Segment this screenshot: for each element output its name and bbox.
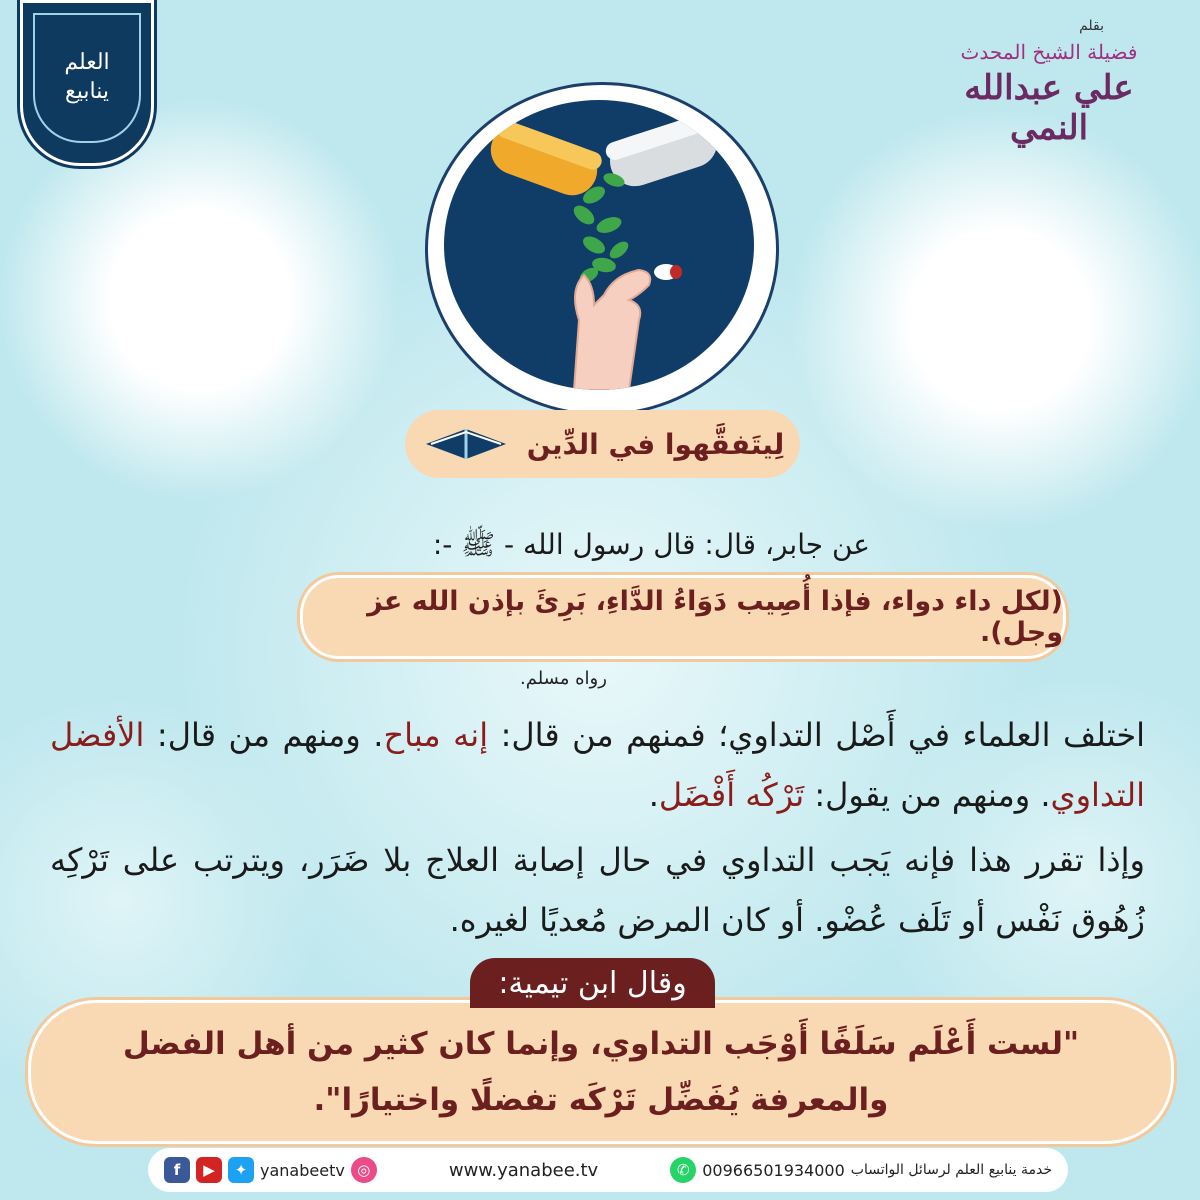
p1-part-g: . xyxy=(648,776,659,814)
twitter-icon[interactable]: ✦ xyxy=(228,1157,254,1183)
website-link[interactable]: www.yanabee.tv xyxy=(448,1159,599,1181)
paragraph-1 xyxy=(50,705,1145,825)
hadith-source: رواه مسلم. xyxy=(520,668,607,689)
logo-text-line2: العلم xyxy=(64,50,110,76)
illustration xyxy=(444,100,754,390)
author-by: بقلم xyxy=(1079,18,1104,34)
service-label: خدمة ينابيع العلم لرسائل الواتساب xyxy=(850,1162,1052,1178)
ibn-taymiyyah-label: وقال ابن تيمية: xyxy=(470,958,715,1008)
p1-opinion-permissible: إنه مباح xyxy=(383,716,489,754)
title-banner xyxy=(405,410,800,478)
hadith-text: (لكل داء دواء، فإذا أُصِيب دَوَاءُ الدَّاءِ، بَرِئَ بإذن الله عز وجل). xyxy=(367,586,1063,648)
youtube-icon[interactable]: ▶ xyxy=(196,1157,222,1183)
p1-part-e: . ومنهم من يقول: xyxy=(804,776,1051,814)
dribbble-icon[interactable]: ◎ xyxy=(351,1157,377,1183)
capsule-orange-icon xyxy=(484,118,604,203)
p1-opinion-better: الأفضل التداوي xyxy=(50,716,1145,814)
book-icon xyxy=(421,424,511,464)
p1-opinion-leave: تَرْكُه أَفْضَل xyxy=(658,776,805,814)
hand-icon xyxy=(574,270,650,390)
author-block xyxy=(924,18,1174,148)
logo-text-line1: ينابيع xyxy=(65,79,109,104)
whatsapp-group xyxy=(670,1157,1052,1183)
social-group xyxy=(164,1157,377,1183)
social-handle[interactable]: yanabeetv xyxy=(260,1160,345,1180)
logo xyxy=(20,0,154,166)
banner-title: لِيتَفقَّهوا في الدِّين xyxy=(526,427,785,461)
p1-part-a: اختلف العلماء في أَصْل التداوي؛ فمنهم من قال: xyxy=(488,716,1146,754)
hadith-intro: عن جابر، قال: قال رسول الله - ﷺ -: xyxy=(432,528,870,561)
footer-bar xyxy=(148,1148,1068,1192)
facebook-icon[interactable]: f xyxy=(164,1157,190,1183)
author-name: علي عبدالله النمي xyxy=(964,68,1134,148)
pill-icon xyxy=(654,264,682,280)
quote-box xyxy=(28,1000,1174,1144)
hadith-box xyxy=(300,575,1066,659)
quote-text: "لست أَعْلَم سَلَفًا أَوْجَب التداوي، وإنما كان كثير من أهل الفضل والمعرفة يُفَضِّل تَرْكَه تفضلًا واختيارًا". xyxy=(122,1026,1080,1118)
paragraph-2: وإذا تقرر هذا فإنه يَجب التداوي في حال إصابة العلاج بلا ضَرَر، ويترتب على تَرْكِه زُهُوق نَفْس أو تَلَف عُضْو. أو كان المرض مُعديًا لغيره. xyxy=(50,841,1145,939)
whatsapp-icon[interactable]: ✆ xyxy=(670,1157,696,1183)
p1-part-c: . ومنهم من قال: xyxy=(144,716,384,754)
whatsapp-phone[interactable]: 00966501934000 xyxy=(702,1160,845,1180)
capsule-hand-illustration xyxy=(444,100,754,390)
author-title: فضيلة الشيخ المحدث xyxy=(960,40,1138,64)
